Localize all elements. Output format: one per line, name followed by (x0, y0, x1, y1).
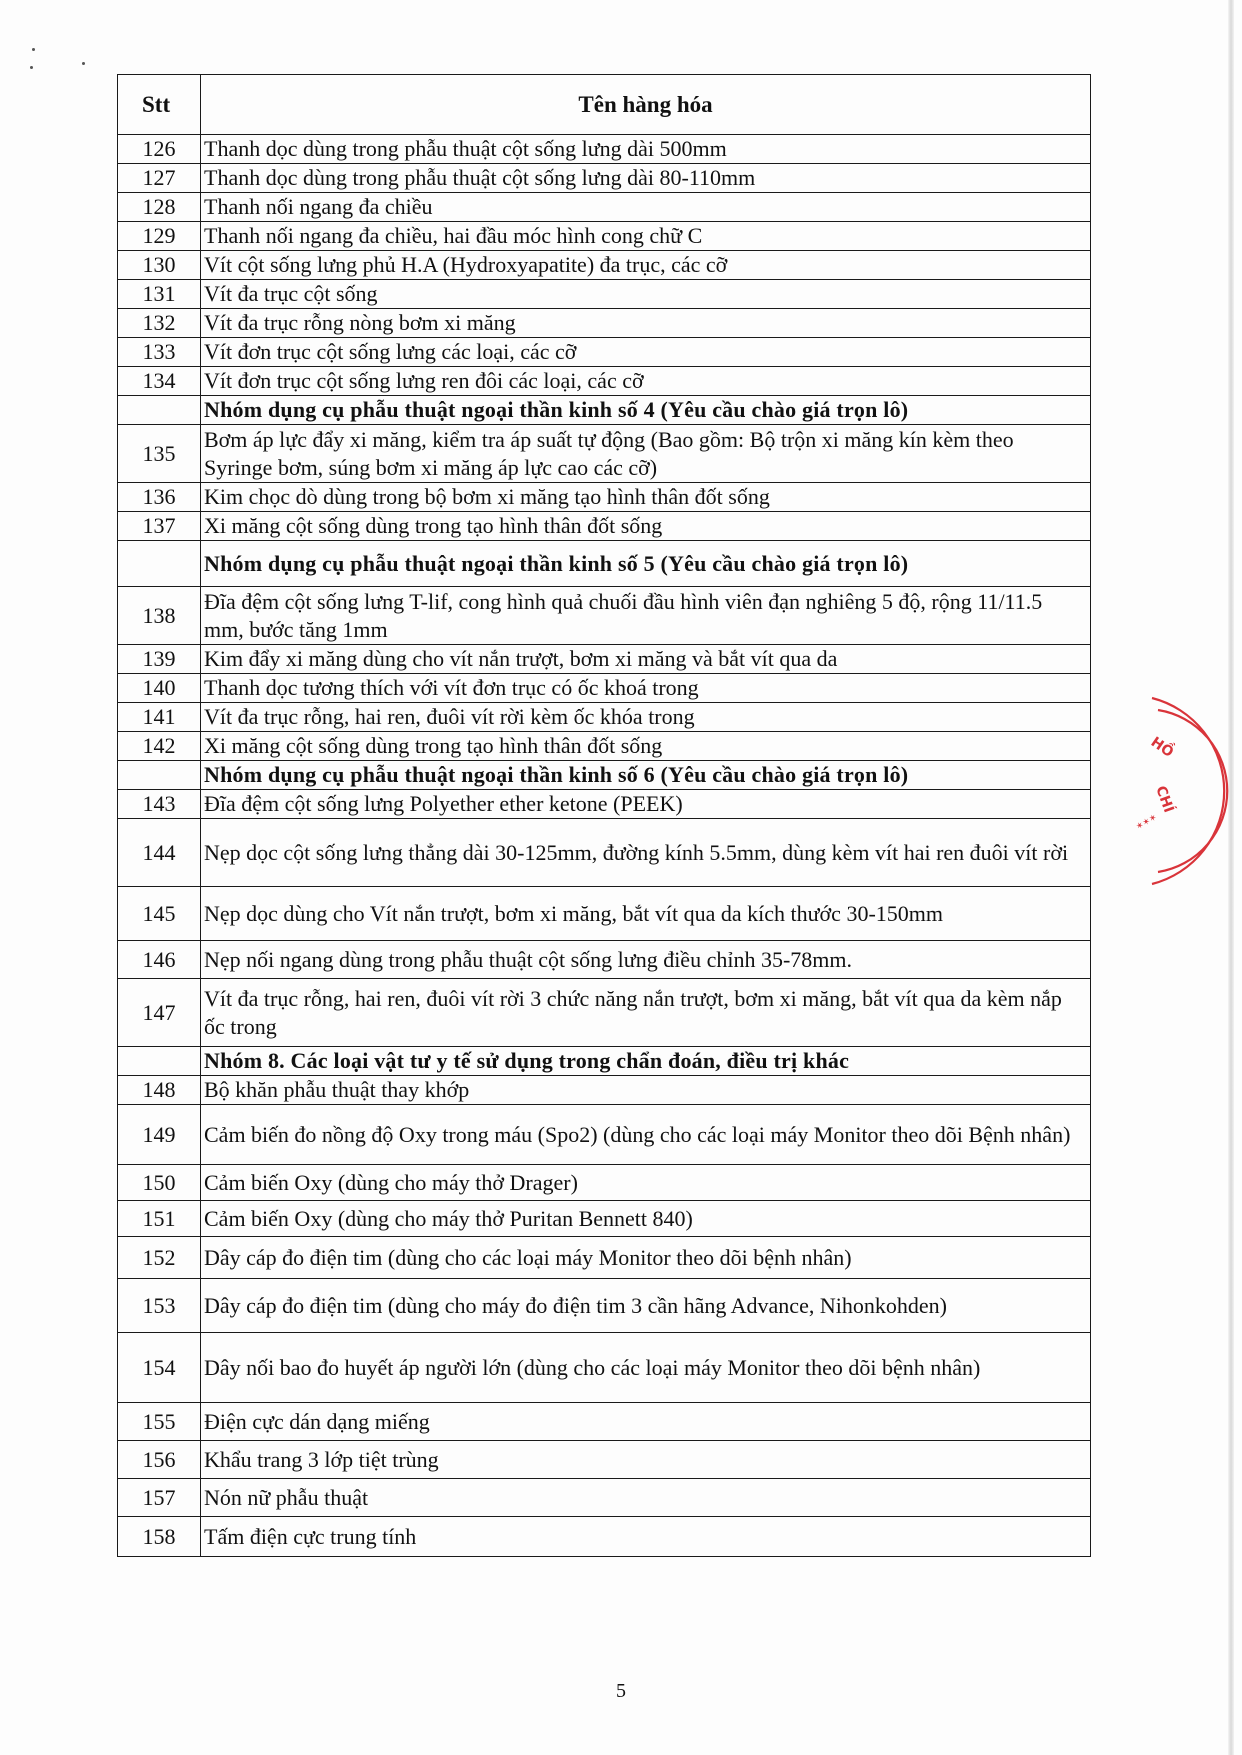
table-row (118, 1237, 1091, 1279)
row-goods-name: Vít đa trục rỗng, hai ren, đuôi vít rời 3 chức năng nắn trượt, bơm xi măng, bắt vít qua da kèm nắp ốc trong (201, 979, 1091, 1047)
row-stt: 140 (118, 674, 201, 703)
row-stt: 126 (118, 135, 201, 164)
table-row (118, 703, 1091, 732)
row-stt (118, 541, 201, 587)
table-row (118, 135, 1091, 164)
row-goods-name: Kim đẩy xi măng dùng cho vít nắn trượt, bơm xi măng và bắt vít qua da (201, 645, 1091, 674)
table-row (118, 732, 1091, 761)
svg-text:HỒ: HỒ (1147, 734, 1177, 761)
row-stt: 145 (118, 887, 201, 941)
row-stt: 130 (118, 251, 201, 280)
row-stt: 134 (118, 367, 201, 396)
table-row (118, 367, 1091, 396)
row-stt: 143 (118, 790, 201, 819)
group-header-row (118, 396, 1091, 425)
row-goods-name: Bộ khăn phẫu thuật thay khớp (201, 1076, 1091, 1105)
table-row (118, 979, 1091, 1047)
row-goods-name: Nẹp dọc dùng cho Vít nắn trượt, bơm xi măng, bắt vít qua da kích thước 30-150mm (201, 887, 1091, 941)
row-stt: 155 (118, 1403, 201, 1441)
table-body (118, 135, 1091, 1557)
row-goods-name: Thanh nối ngang đa chiều, hai đầu móc hình cong chữ C (201, 222, 1091, 251)
row-stt: 156 (118, 1441, 201, 1479)
row-goods-name: Nẹp nối ngang dùng trong phẫu thuật cột sống lưng điều chỉnh 35-78mm. (201, 941, 1091, 979)
row-goods-name: Cảm biến đo nồng độ Oxy trong máu (Spo2) (dùng cho các loại máy Monitor theo dõi Bệnh nhân) (201, 1105, 1091, 1165)
table-row (118, 1479, 1091, 1517)
header-stt: Stt (118, 75, 201, 135)
row-goods-name: Dây cáp đo điện tim (dùng cho các loại máy Monitor theo dõi bệnh nhân) (201, 1237, 1091, 1279)
table-row (118, 1333, 1091, 1403)
row-goods-name: Thanh dọc dùng trong phẫu thuật cột sống lưng dài 80-110mm (201, 164, 1091, 193)
group-title: Nhóm dụng cụ phẫu thuật ngoại thần kinh số 6 (Yêu cầu chào giá trọn lô) (201, 761, 1091, 790)
row-stt: 151 (118, 1201, 201, 1237)
table-row (118, 222, 1091, 251)
table-header-row (118, 75, 1091, 135)
row-goods-name: Cảm biến Oxy (dùng cho máy thở Drager) (201, 1165, 1091, 1201)
row-stt: 144 (118, 819, 201, 887)
row-goods-name: Nón nữ phẫu thuật (201, 1479, 1091, 1517)
row-stt: 148 (118, 1076, 201, 1105)
row-stt: 142 (118, 732, 201, 761)
row-stt: 131 (118, 280, 201, 309)
red-stamp-icon (1128, 692, 1242, 892)
table-row (118, 425, 1091, 483)
row-stt: 128 (118, 193, 201, 222)
table-row (118, 512, 1091, 541)
row-goods-name: Xi măng cột sống dùng trong tạo hình thân đốt sống (201, 732, 1091, 761)
table-row (118, 1201, 1091, 1237)
row-goods-name: Dây nối bao đo huyết áp người lớn (dùng cho các loại máy Monitor theo dõi bệnh nhân) (201, 1333, 1091, 1403)
table-row (118, 1076, 1091, 1105)
row-stt: 158 (118, 1517, 201, 1557)
row-goods-name: Vít đa trục rỗng nòng bơm xi măng (201, 309, 1091, 338)
row-goods-name: Thanh nối ngang đa chiều (201, 193, 1091, 222)
row-stt: 132 (118, 309, 201, 338)
row-goods-name: Thanh dọc tương thích với vít đơn trục có ốc khoá trong (201, 674, 1091, 703)
table-row (118, 887, 1091, 941)
row-goods-name: Khẩu trang 3 lớp tiệt trùng (201, 1441, 1091, 1479)
goods-table (117, 74, 1091, 1557)
row-goods-name: Tấm điện cực trung tính (201, 1517, 1091, 1557)
row-stt: 152 (118, 1237, 201, 1279)
group-header-row (118, 541, 1091, 587)
row-stt: 157 (118, 1479, 201, 1517)
group-title: Nhóm dụng cụ phẫu thuật ngoại thần kinh số 4 (Yêu cầu chào giá trọn lô) (201, 396, 1091, 425)
table-row (118, 645, 1091, 674)
row-stt: 154 (118, 1333, 201, 1403)
row-goods-name: Kim chọc dò dùng trong bộ bơm xi măng tạo hình thân đốt sống (201, 483, 1091, 512)
row-goods-name: Bơm áp lực đẩy xi măng, kiểm tra áp suất tự động (Bao gồm: Bộ trộn xi măng kín kèm theo Syringe bơm, súng bơm xi măng áp lực cao các cỡ) (201, 425, 1091, 483)
group-title: Nhóm dụng cụ phẫu thuật ngoại thần kinh số 5 (Yêu cầu chào giá trọn lô) (201, 541, 1091, 587)
table-row (118, 280, 1091, 309)
row-stt (118, 761, 201, 790)
row-goods-name: Vít đa trục rỗng, hai ren, đuôi vít rời kèm ốc khóa trong (201, 703, 1091, 732)
row-goods-name: Đĩa đệm cột sống lưng Polyether ether ketone (PEEK) (201, 790, 1091, 819)
row-goods-name: Vít đơn trục cột sống lưng các loại, các cỡ (201, 338, 1091, 367)
group-title: Nhóm 8. Các loại vật tư y tế sử dụng trong chẩn đoán, điều trị khác (201, 1047, 1091, 1076)
svg-text:CHÍ: CHÍ (1152, 783, 1177, 815)
row-goods-name: Cảm biến Oxy (dùng cho máy thở Puritan Bennett 840) (201, 1201, 1091, 1237)
row-stt: 139 (118, 645, 201, 674)
row-goods-name: Thanh dọc dùng trong phẫu thuật cột sống lưng dài 500mm (201, 135, 1091, 164)
table-row (118, 1165, 1091, 1201)
row-stt: 133 (118, 338, 201, 367)
table-row (118, 251, 1091, 280)
table-row (118, 1403, 1091, 1441)
table-row (118, 674, 1091, 703)
table-row (118, 1279, 1091, 1333)
row-goods-name: Điện cực dán dạng miếng (201, 1403, 1091, 1441)
table-row (118, 790, 1091, 819)
table-row (118, 193, 1091, 222)
row-stt: 129 (118, 222, 201, 251)
table-row (118, 1105, 1091, 1165)
table-row (118, 338, 1091, 367)
row-goods-name: Nẹp dọc cột sống lưng thẳng dài 30-125mm, đường kính 5.5mm, dùng kèm vít hai ren đuôi vít rời (201, 819, 1091, 887)
svg-text:✶✶✶: ✶✶✶ (1134, 812, 1160, 833)
table-row (118, 164, 1091, 193)
row-goods-name: Vít cột sống lưng phủ H.A (Hydroxyapatite) đa trục, các cỡ (201, 251, 1091, 280)
table-row (118, 819, 1091, 887)
group-header-row (118, 761, 1091, 790)
row-stt: 136 (118, 483, 201, 512)
row-stt: 127 (118, 164, 201, 193)
row-stt: 135 (118, 425, 201, 483)
header-goods-name: Tên hàng hóa (201, 75, 1091, 135)
row-stt (118, 1047, 201, 1076)
row-stt: 141 (118, 703, 201, 732)
page-number: 5 (616, 1680, 626, 1702)
row-stt: 150 (118, 1165, 201, 1201)
table-row (118, 587, 1091, 645)
row-stt (118, 396, 201, 425)
row-goods-name: Vít đơn trục cột sống lưng ren đôi các loại, các cỡ (201, 367, 1091, 396)
table-row (118, 483, 1091, 512)
row-stt: 138 (118, 587, 201, 645)
table-row (118, 941, 1091, 979)
row-goods-name: Đĩa đệm cột sống lưng T-lif, cong hình quả chuối đầu hình viên đạn nghiêng 5 độ, rộng 11/11.5 mm, bước tăng 1mm (201, 587, 1091, 645)
group-header-row (118, 1047, 1091, 1076)
row-stt: 153 (118, 1279, 201, 1333)
row-stt: 149 (118, 1105, 201, 1165)
scan-marks (30, 46, 90, 76)
table-row (118, 1441, 1091, 1479)
row-stt: 147 (118, 979, 201, 1047)
row-goods-name: Xi măng cột sống dùng trong tạo hình thân đốt sống (201, 512, 1091, 541)
row-stt: 137 (118, 512, 201, 541)
row-stt: 146 (118, 941, 201, 979)
table-row (118, 1517, 1091, 1557)
row-goods-name: Dây cáp đo điện tim (dùng cho máy đo điện tim 3 cần hãng Advance, Nihonkohden) (201, 1279, 1091, 1333)
table-row (118, 309, 1091, 338)
row-goods-name: Vít đa trục cột sống (201, 280, 1091, 309)
